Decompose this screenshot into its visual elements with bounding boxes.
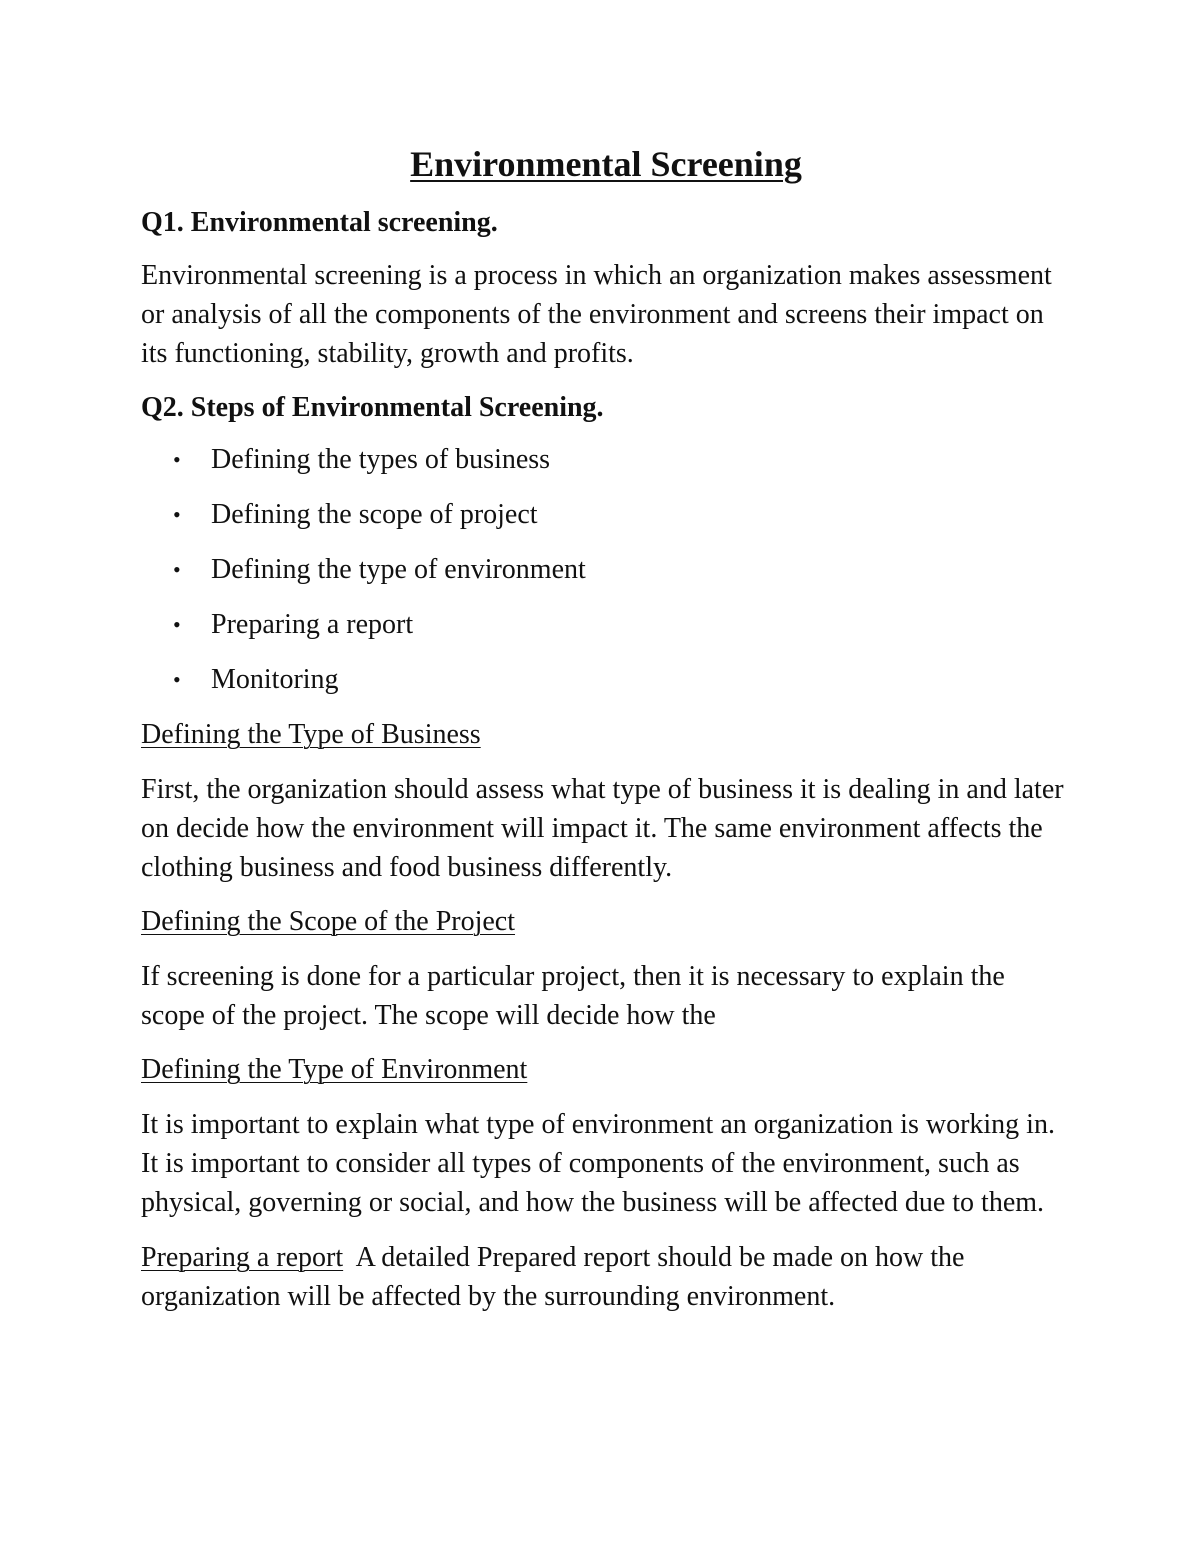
- step-label: Defining the types of business: [211, 444, 551, 475]
- bullet-icon: •: [173, 667, 181, 692]
- section-body-type-of-environment: It is important to explain what type of environment an organization is working in. It is important to consider all types of components of the environment, such as physical, governing or social, and how the business will be affected due to them.: [141, 1109, 1055, 1218]
- section-body-scope-of-project: If screening is done for a particular project, then it is necessary to explain the scope of the project. The scope will decide how the: [141, 961, 1005, 1031]
- list-item: [141, 606, 1071, 644]
- document-page: [141, 140, 1071, 1332]
- bullet-icon: •: [173, 612, 181, 637]
- q1-heading: Q1. Environmental screening.: [141, 207, 498, 238]
- section-body-type-of-business: First, the organization should assess what type of business it is dealing in and later on decide how the environment will impact it. The same environment affects the clothing business and food business differently.: [141, 774, 1064, 883]
- bullet-icon: •: [173, 557, 181, 582]
- step-label: Monitoring: [211, 664, 339, 695]
- section-heading-scope-of-project: Defining the Scope of the Project: [141, 906, 516, 937]
- list-item: [141, 661, 1071, 699]
- q2-heading: Q2. Steps of Environmental Screening.: [141, 392, 604, 423]
- report-paragraph: [141, 1238, 1071, 1316]
- step-label: Preparing a report: [211, 609, 414, 640]
- list-item: [141, 441, 1071, 479]
- step-label: Defining the scope of project: [211, 499, 538, 530]
- q1-body: Environmental screening is a process in which an organization makes assessment or analysis of all the components of the environment and screens their impact on its functioning, stability, growth and profits.: [141, 260, 1052, 369]
- section-heading-type-of-business: Defining the Type of Business: [141, 719, 481, 750]
- section-heading-type-of-environment: Defining the Type of Environment: [141, 1054, 528, 1085]
- list-item: [141, 496, 1071, 534]
- steps-list: [141, 441, 1071, 699]
- bullet-icon: •: [173, 502, 181, 527]
- list-item: [141, 551, 1071, 589]
- bullet-icon: •: [173, 447, 181, 472]
- report-body: A detailed Prepared report should be made on how the organization will be affected by the surrounding environment.: [141, 1242, 965, 1312]
- report-heading: Preparing a report: [141, 1242, 344, 1273]
- step-label: Defining the type of environment: [211, 554, 586, 585]
- document-title: Environmental Screening: [410, 144, 802, 184]
